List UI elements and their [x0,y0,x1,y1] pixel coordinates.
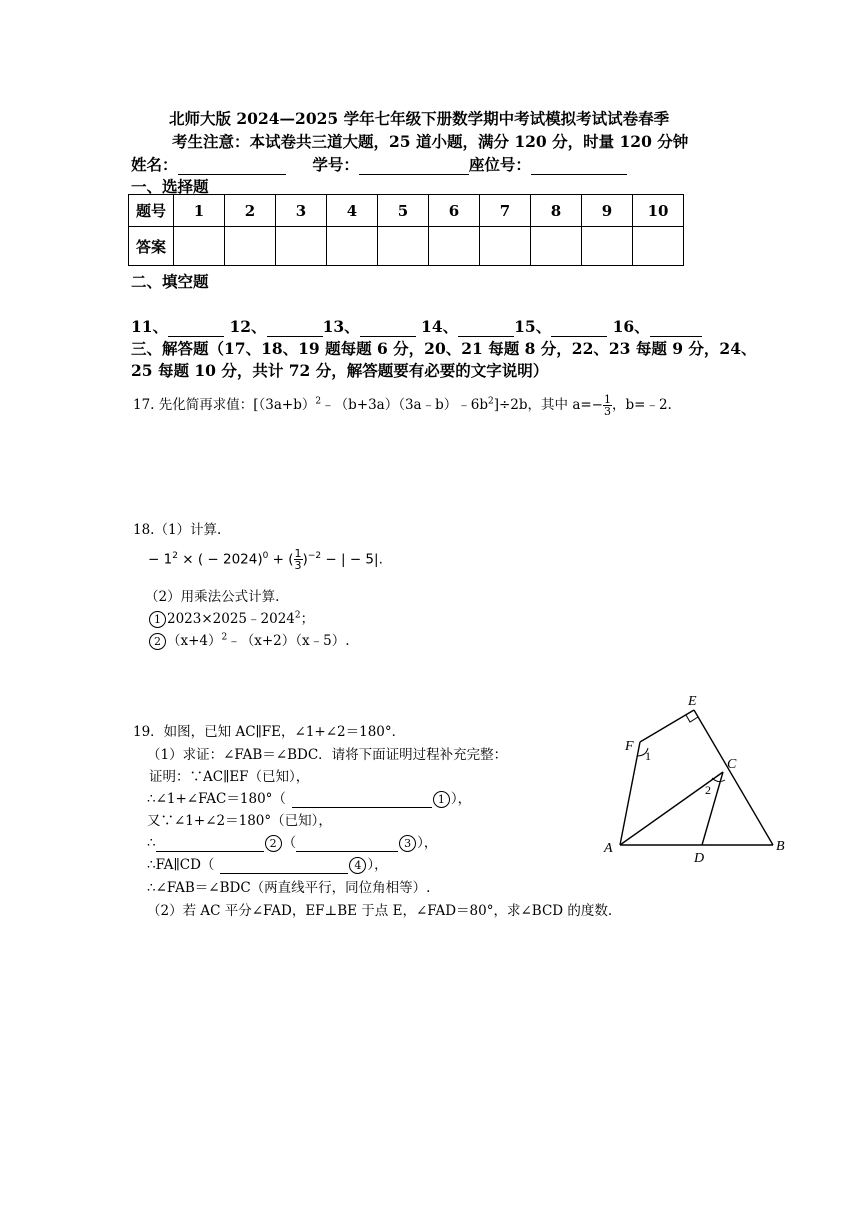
geometry-figure [598,690,798,865]
table-cell-number: 5 [378,195,429,227]
table-cell-number: 9 [582,195,633,227]
table-cell-number: 10 [633,195,684,227]
section2-title: 二、填空题 [131,272,209,291]
label-a: A [604,841,613,856]
q19-line3: 证明：∵AC∥EF（已知）， [149,769,310,785]
label-f: F [625,739,634,754]
line-fe [640,710,694,742]
section3-title-line1: 三、解答题（17、18、19 题每题 6 分，20、21 每题 8 分，22、23 每题 9 分，24、 [131,339,757,358]
fill-blank-line [131,315,702,337]
section3-title-line2: 25 每题 10 分，共计 72 分，解答题要有必要的文字说明） [131,361,549,380]
circled-number-2: 2 [149,633,166,650]
answer-cell[interactable] [276,227,327,266]
q17-fraction: $\frac{1}{3}$ [604,393,611,418]
q17-number: 17. [133,397,155,413]
q18-item1: 1 $2023\times 2025﹣2024^2$； [148,607,314,628]
q19-line2: （1）求证：∠FAB＝∠BDC．请将下面证明过程补充完整： [147,747,508,763]
table-row-label-number: 题号 [129,195,174,227]
fill-item-label: 13、 [322,317,360,336]
seat-label: 座位号： [468,155,531,174]
question-17 [133,393,672,417]
answer-cell[interactable] [531,227,582,266]
q19-line4: ∴∠1+∠FAC＝180°（ 1 ）， [147,791,472,807]
answer-cell[interactable] [633,227,684,266]
q18-fraction: $\frac{1}{3}$ [294,547,302,572]
table-cell-number: 6 [429,195,480,227]
blank-2[interactable] [156,837,264,852]
fill-item-label: 16、 [612,317,650,336]
table-row [129,195,684,227]
right-angle-mark [686,715,698,722]
label-c: C [727,757,737,772]
answer-cell[interactable] [327,227,378,266]
circled-number-1: 1 [433,791,450,808]
name-blank[interactable] [178,160,286,175]
seat-blank[interactable] [531,160,627,175]
answer-cell[interactable] [174,227,225,266]
id-label: 学号： [312,155,359,174]
circled-number-1: 1 [149,611,166,628]
table-row-label-answer: 答案 [129,227,174,266]
table-row [129,227,684,266]
fill-item-label: 15、 [514,317,552,336]
answer-cell[interactable] [378,227,429,266]
answer-cell[interactable] [480,227,531,266]
table-cell-number: 4 [327,195,378,227]
q17-part2: ﹣（b+3a）（3a﹣b）﹣6b [321,397,488,413]
answer-table [128,194,684,266]
label-angle-1: 1 [645,749,651,763]
q17-prefix: 先化简再求值：[（3a+b） [158,397,316,413]
label-e: E [688,694,697,709]
fill-blank-12[interactable] [267,322,323,337]
label-b: B [776,839,785,854]
circled-number-3: 3 [399,835,416,852]
circled-number-4: 4 [349,857,366,874]
q17-part3: ]÷2b，其中 a=− [493,397,603,413]
q17-exp-2b: 2 [487,396,494,407]
blank-4[interactable] [220,859,348,874]
fill-blank-16[interactable] [650,322,702,337]
q17-part4: ，b=﹣2. [612,397,672,413]
q19-line6: ∴ 2 （ 3 ）， [147,835,438,851]
q19-line7: ∴FA∥CD（ 4 ）， [147,857,388,873]
table-cell-number: 7 [480,195,531,227]
answer-cell[interactable] [582,227,633,266]
name-label: 姓名： [131,155,178,174]
fill-item-label: 14、 [421,317,459,336]
answer-cell[interactable] [429,227,480,266]
exam-notice: 考生注意：本试卷共三道大题，25 道小题，满分 120 分，时量 120 分钟 [172,132,689,151]
q18-sub2: （2）用乘法公式计算. [145,589,280,605]
label-angle-2: 2 [705,783,711,797]
table-cell-number: 2 [225,195,276,227]
q18-item2: 2 $(x+4)^2﹣(x+2)(x﹣5)$. [148,629,350,650]
fill-item-label: 12、 [229,317,267,336]
fill-blank-14[interactable] [458,322,514,337]
q17-exp-2: 2 [315,396,322,407]
section1-title: 一、选择题 [131,177,209,196]
label-d: D [694,851,705,865]
q19-line5: 又∵∠1+∠2＝180°（已知）， [147,813,332,829]
line-eb [694,710,773,845]
exam-title: 北师大版 2024—2025 学年七年级下册数学期中考试模拟考试试卷春季 [169,109,670,128]
blank-3[interactable] [296,837,398,852]
q19-line9: （2）若 AC 平分∠FAD，EF⊥BE 于点 E，∠FAD＝80°，求∠BCD 的度数. [147,903,613,919]
table-cell-number: 1 [174,195,225,227]
fill-blank-11[interactable] [168,322,224,337]
line-af [620,742,640,845]
fill-blank-15[interactable] [551,322,607,337]
table-cell-number: 8 [531,195,582,227]
id-blank[interactable] [359,160,469,175]
fill-blank-13[interactable] [360,322,416,337]
q19-line8: ∴∠FAB＝∠BDC（两直线平行，同位角相等）. [147,880,431,896]
q19-line1: 19．如图，已知 AC∥FE，∠1+∠2＝180°． [133,724,406,740]
q18-header: 18.（1）计算. [133,522,222,538]
student-info-line [131,153,627,175]
q18-expression: − $1^2$ × ( − 2024)$^0$ + ( $\frac{1}{3}$ )$^{-2}$ − | − 5|. [148,547,383,572]
answer-cell[interactable] [225,227,276,266]
fill-item-label: 11、 [131,317,169,336]
blank-1[interactable] [292,793,432,808]
circled-number-2: 2 [265,835,282,852]
table-cell-number: 3 [276,195,327,227]
